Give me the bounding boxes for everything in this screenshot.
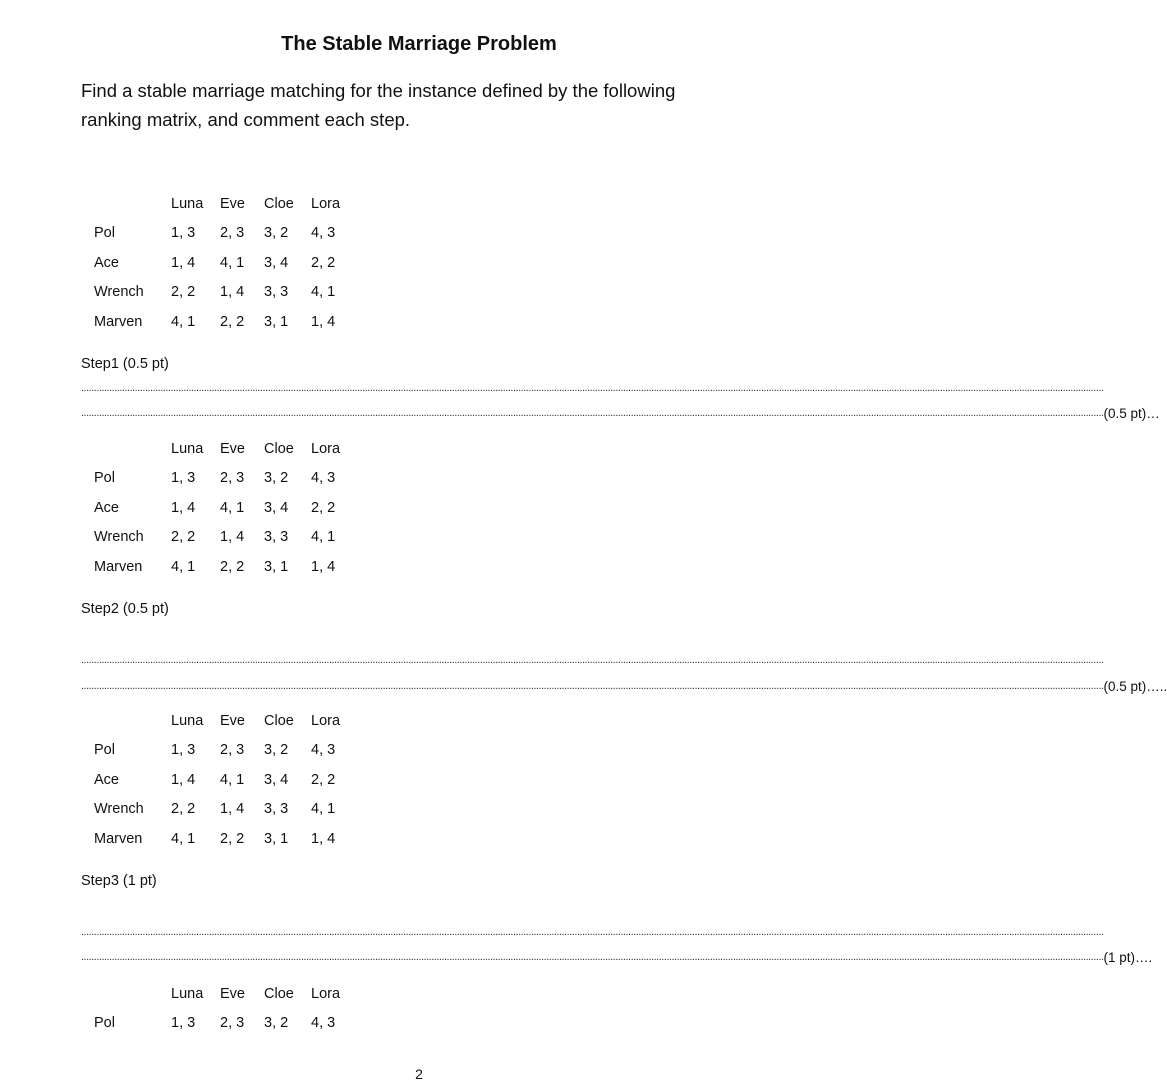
matrix-cell: 2, 2 <box>171 284 196 301</box>
matrix-cell: 2, 3 <box>220 225 245 242</box>
column-header: Lora <box>311 985 341 1002</box>
matrix-row <box>86 523 361 553</box>
matrix-cell: 4, 1 <box>311 284 336 301</box>
column-header: Eve <box>220 440 245 457</box>
column-header: Luna <box>171 712 204 729</box>
ranking-matrix <box>86 434 361 582</box>
answer-line-dots: ................................................................................................................................................................................................................................................................................................................................................................................................................ <box>81 407 1104 419</box>
column-header: Luna <box>171 440 204 457</box>
matrix-row <box>86 493 361 523</box>
matrix-cell: 4, 1 <box>220 499 245 516</box>
matrix-cell: 4, 1 <box>220 254 245 271</box>
row-header: Ace <box>94 771 119 788</box>
matrix-row <box>86 278 361 308</box>
matrix-row <box>86 736 361 766</box>
answer-line[interactable] <box>81 947 1153 965</box>
answer-line[interactable]: ................................................................................................................................................................................................................................................................................................................................................................................................................ <box>81 654 1104 666</box>
column-header: Luna <box>171 985 204 1002</box>
column-header: Cloe <box>264 440 294 457</box>
matrix-cell: 1, 4 <box>220 529 245 546</box>
problem-statement: Find a stable marriage matching for the instance defined by the following ranking matrix, and comment each step. <box>81 80 676 130</box>
column-header: Lora <box>311 440 341 457</box>
matrix-cell: 4, 3 <box>311 225 336 242</box>
page-number: 2 <box>415 1066 423 1082</box>
step-label: Step3 (1 pt) <box>81 873 157 889</box>
matrix-cell: 4, 3 <box>311 1015 336 1032</box>
matrix-row <box>86 307 361 337</box>
matrix-cell: 4, 1 <box>171 830 196 847</box>
matrix-row <box>86 464 361 494</box>
answer-line[interactable]: ................................................................................................................................................................................................................................................................................................................................................................................................................ <box>81 926 1104 938</box>
step-points: (1 pt)…. <box>1103 950 1153 965</box>
ranking-matrix <box>86 189 361 337</box>
matrix-cell: 1, 3 <box>171 1015 196 1032</box>
page-title: The Stable Marriage Problem <box>281 33 557 55</box>
matrix-cell: 3, 2 <box>264 742 289 759</box>
matrix-corner <box>86 434 171 464</box>
matrix-cell: 3, 4 <box>264 254 289 271</box>
matrix-cell: 3, 3 <box>264 529 289 546</box>
matrix-cell: 1, 4 <box>311 313 336 330</box>
row-header: Wrench <box>94 529 144 546</box>
matrix-cell: 2, 2 <box>220 830 245 847</box>
row-header: Wrench <box>94 284 144 301</box>
matrix-row <box>86 219 361 249</box>
matrix-header-row <box>86 434 361 464</box>
row-header: Marven <box>94 558 143 575</box>
row-header: Ace <box>94 499 119 516</box>
matrix-cell: 1, 4 <box>171 771 196 788</box>
column-header: Cloe <box>264 985 294 1002</box>
matrix-cell: 2, 2 <box>220 558 245 575</box>
answer-line[interactable]: ................................................................................................................................................................................................................................................................................................................................................................................................................ <box>81 382 1104 394</box>
matrix-cell: 3, 4 <box>264 771 289 788</box>
column-header: Cloe <box>264 712 294 729</box>
column-header: Eve <box>220 985 245 1002</box>
ranking-matrix <box>86 979 361 1038</box>
matrix-cell: 1, 4 <box>220 801 245 818</box>
ranking-matrix <box>86 706 361 854</box>
answer-line[interactable] <box>81 676 1167 694</box>
matrix-header-row <box>86 979 361 1009</box>
matrix-cell: 1, 4 <box>311 830 336 847</box>
column-header: Lora <box>311 712 341 729</box>
matrix-cell: 3, 1 <box>264 313 289 330</box>
matrix-cell: 2, 2 <box>220 313 245 330</box>
matrix-cell: 1, 4 <box>171 254 196 271</box>
matrix-cell: 2, 3 <box>220 1015 245 1032</box>
matrix-header-row <box>86 706 361 736</box>
matrix-cell: 1, 3 <box>171 225 196 242</box>
matrix-cell: 2, 2 <box>171 529 196 546</box>
matrix-cell: 4, 3 <box>311 470 336 487</box>
matrix-corner <box>86 979 171 1009</box>
matrix-cell: 2, 2 <box>311 254 336 271</box>
matrix-cell: 3, 2 <box>264 470 289 487</box>
matrix-cell: 1, 4 <box>311 558 336 575</box>
step-points: (0.5 pt)….. <box>1103 679 1167 694</box>
matrix-corner <box>86 189 171 219</box>
row-header: Pol <box>94 470 115 487</box>
matrix-cell: 4, 1 <box>220 771 245 788</box>
matrix-row <box>86 248 361 278</box>
step-label: Step1 (0.5 pt) <box>81 356 169 372</box>
matrix-cell: 4, 3 <box>311 742 336 759</box>
column-header: Eve <box>220 712 245 729</box>
row-header: Marven <box>94 830 143 847</box>
column-header: Luna <box>171 195 204 212</box>
row-header: Pol <box>94 225 115 242</box>
column-header: Cloe <box>264 195 294 212</box>
answer-line[interactable] <box>81 403 1160 421</box>
matrix-cell: 4, 1 <box>311 801 336 818</box>
matrix-corner <box>86 706 171 736</box>
matrix-cell: 1, 4 <box>171 499 196 516</box>
matrix-row <box>86 552 361 582</box>
matrix-cell: 1, 3 <box>171 470 196 487</box>
matrix-cell: 3, 3 <box>264 284 289 301</box>
matrix-row <box>86 1009 361 1039</box>
column-header: Eve <box>220 195 245 212</box>
matrix-cell: 2, 2 <box>311 499 336 516</box>
matrix-row <box>86 795 361 825</box>
matrix-cell: 2, 3 <box>220 470 245 487</box>
matrix-cell: 3, 2 <box>264 225 289 242</box>
matrix-cell: 2, 2 <box>171 801 196 818</box>
matrix-cell: 1, 3 <box>171 742 196 759</box>
answer-line-dots: ................................................................................................................................................................................................................................................................................................................................................................................................................ <box>81 951 1104 963</box>
step-label: Step2 (0.5 pt) <box>81 601 169 617</box>
matrix-cell: 3, 3 <box>264 801 289 818</box>
matrix-cell: 2, 3 <box>220 742 245 759</box>
matrix-cell: 4, 1 <box>171 558 196 575</box>
answer-line-dots: ................................................................................................................................................................................................................................................................................................................................................................................................................ <box>81 680 1104 692</box>
row-header: Pol <box>94 1015 115 1032</box>
column-header: Lora <box>311 195 341 212</box>
matrix-header-row <box>86 189 361 219</box>
matrix-cell: 3, 1 <box>264 558 289 575</box>
row-header: Marven <box>94 313 143 330</box>
matrix-row <box>86 765 361 795</box>
matrix-cell: 2, 2 <box>311 771 336 788</box>
matrix-cell: 3, 1 <box>264 830 289 847</box>
matrix-cell: 3, 4 <box>264 499 289 516</box>
matrix-cell: 4, 1 <box>311 529 336 546</box>
row-header: Wrench <box>94 801 144 818</box>
step-points: (0.5 pt)… <box>1103 406 1160 421</box>
row-header: Ace <box>94 254 119 271</box>
matrix-row <box>86 824 361 854</box>
matrix-cell: 3, 2 <box>264 1015 289 1032</box>
matrix-cell: 1, 4 <box>220 284 245 301</box>
row-header: Pol <box>94 742 115 759</box>
matrix-cell: 4, 1 <box>171 313 196 330</box>
